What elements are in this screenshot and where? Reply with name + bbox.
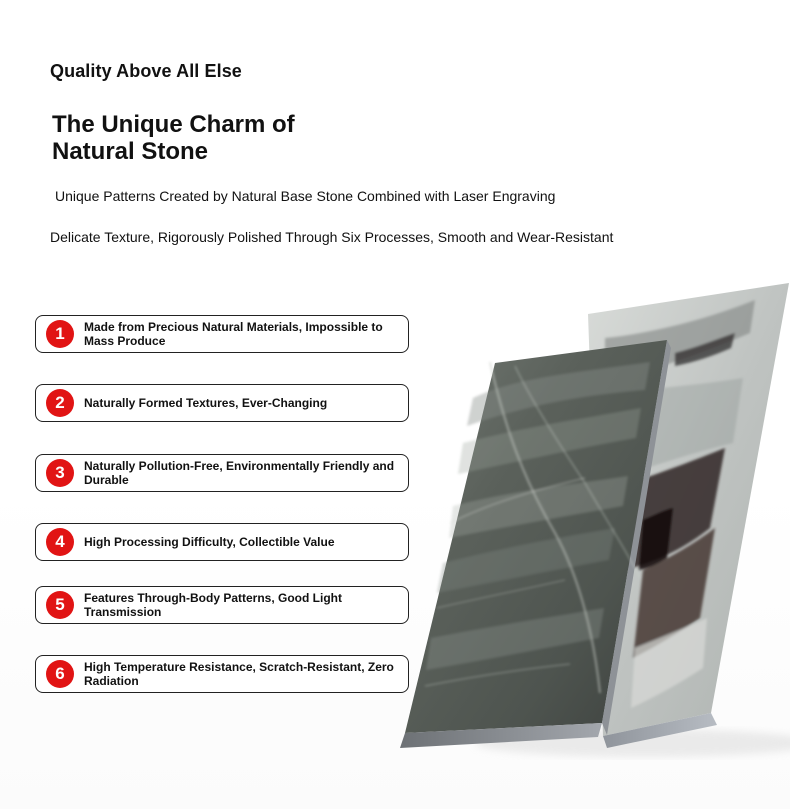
subtitle-texture: Delicate Texture, Rigorously Polished Through Six Processes, Smooth and Wear-Resistant xyxy=(50,229,614,245)
feature-item-5 xyxy=(35,586,409,624)
title-line-2: Natural Stone xyxy=(52,138,209,165)
feature-item-6 xyxy=(35,655,409,693)
feature-text: Naturally Pollution-Free, Environmentally Friendly and Durable xyxy=(84,459,395,487)
feature-item-1 xyxy=(35,315,409,353)
page-title xyxy=(52,111,412,165)
feature-text: High Processing Difficulty, Collectible Value xyxy=(84,535,335,549)
feature-text: Naturally Formed Textures, Ever-Changing xyxy=(84,396,328,410)
feature-number-badge: 4 xyxy=(46,528,74,556)
feature-item-2 xyxy=(35,384,409,422)
title-line-1: The Unique Charm of xyxy=(52,111,295,138)
stone-slabs-image xyxy=(395,278,790,768)
feature-text: High Temperature Resistance, Scratch-Resistant, Zero Radiation xyxy=(84,660,394,688)
feature-text: Features Through-Body Patterns, Good Light Transmission xyxy=(84,591,342,619)
feature-number-badge: 6 xyxy=(46,660,74,688)
feature-number-badge: 2 xyxy=(46,389,74,417)
feature-text: Made from Precious Natural Materials, Impossible to Mass Produce xyxy=(84,320,383,348)
feature-item-4 xyxy=(35,523,409,561)
feature-number-badge: 1 xyxy=(46,320,74,348)
subtitle-patterns: Unique Patterns Created by Natural Base Stone Combined with Laser Engraving xyxy=(55,188,556,204)
tagline: Quality Above All Else xyxy=(50,61,242,81)
feature-number-badge: 5 xyxy=(46,591,74,619)
feature-number-badge: 3 xyxy=(46,459,74,487)
feature-item-3 xyxy=(35,454,409,492)
stone-slabs-illustration xyxy=(395,278,790,768)
